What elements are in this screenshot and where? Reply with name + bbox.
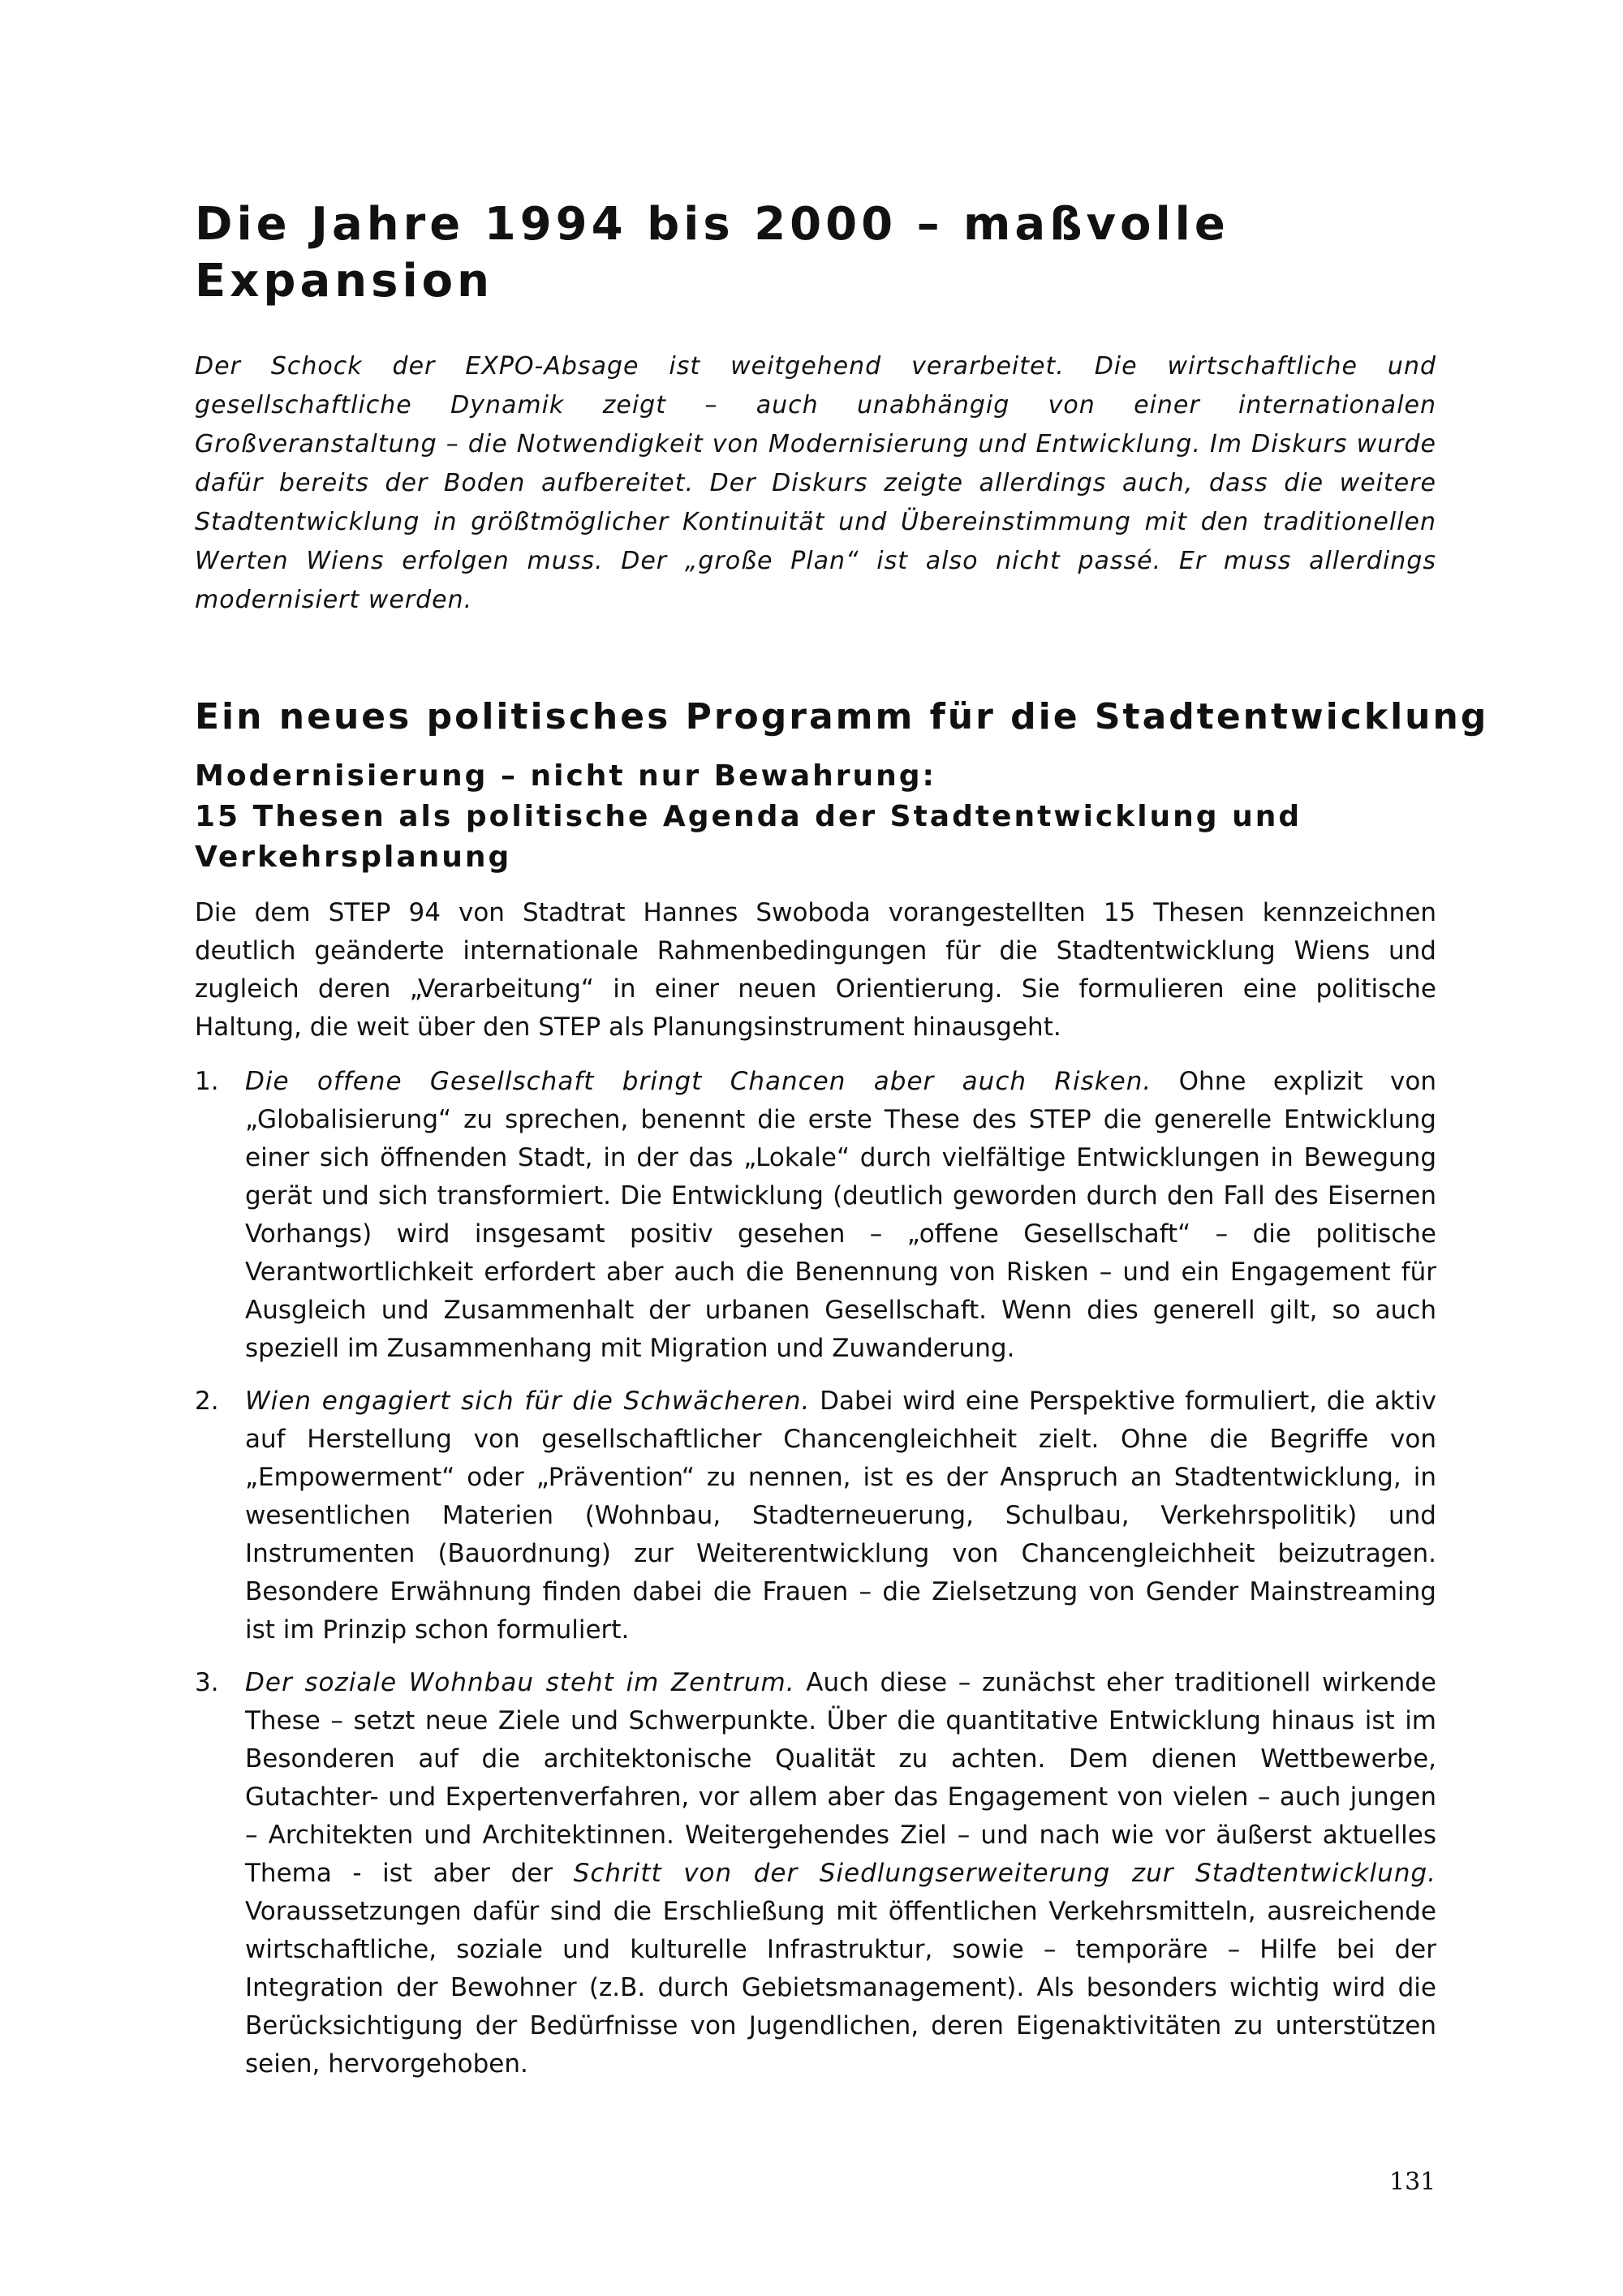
intro-paragraph: Der Schock der EXPO-Absage ist weitgehend verarbeitet. Die wirtschaftliche und gesellschaftliche Dynamik zeigt – auch unabhängig von einer internationalen Großveranstaltung – die Notwendigkeit von Modernisierung und Entwicklung. Im Diskurs wurde dafür bereits der Boden aufbereitet. Der Diskurs zeigte allerdings auch, dass die weitere Stadtentwicklung in größtmöglicher Kontinuität und Übereinstimmung mit den traditionellen Werten Wiens erfolgen muss. Der „große Plan“ ist also nicht passé. Er muss allerdings modernisiert werden.	[195, 352, 1436, 614]
thesis-number: 3.	[195, 1668, 219, 1697]
thesis-lead: Der soziale Wohnbau steht im Zentrum.	[245, 1668, 795, 1697]
chapter-title: Die Jahre 1994 bis 2000 – maßvolle Expansion	[195, 198, 1229, 307]
thesis-text-after: Voraussetzungen dafür sind die Erschließung mit öffentlichen Verkehrsmitteln, ausreichende wirtschaftliche, soziale und kulturelle Infrastruktur, sowie – temporäre – Hilfe bei der Integration der Bewohner (z.B. durch Gebietsmanagement). Als besonders wichtig wird die Berücksichtigung der Bedürfnisse von Jugendlichen, deren Eigenaktivitäten zu unterstützen seien, hervorgehoben.	[245, 1897, 1436, 2079]
page-number: 131	[1389, 2168, 1436, 2196]
theses-list	[195, 1063, 1436, 2098]
thesis-lead: Die offene Gesellschaft bringt Chancen aber auch Risken.	[245, 1067, 1152, 1096]
thesis-number: 2.	[195, 1387, 219, 1416]
thesis-text: Dabei wird eine Perspektive formuliert, die aktiv auf Herstellung von gesellschaftlicher Chancengleichheit zielt. Ohne die Begriffe von „Empowerment“ oder „Prävention“ zu nennen, ist es der Anspruch an Stadtentwicklung, in wesentlichen Materien (Wohnbau, Stadterneuerung, Schulbau, Verkehrspolitik) und Instrumenten (Bauordnung) zur Weiterentwicklung von Chancengleichheit beizutragen. Besondere Erwähnung finden dabei die Frauen – die Zielsetzung von Gender Mainstreaming ist im Prinzip schon formuliert.	[245, 1387, 1436, 1645]
subsection-title	[195, 756, 1436, 878]
thesis-emphasis: Schritt von der Siedlungserweiterung zur Stadtentwicklung.	[573, 1859, 1436, 1888]
thesis-item-2	[195, 1382, 1436, 1649]
thesis-text: Auch diese – zunächst eher traditionell wirkende These – setzt neue Ziele und Schwerpunkte. Über die quantitative Entwicklung hinaus ist im Besonderen auf die architektonische Qualität zu achten. Dem dienen Wettbewerbe, Gutachter- und Expertenverfahren, vor allem aber das Engagement von vielen – auch jungen – Architekten und Architektinnen. Weitergehendes Ziel – und nach wie vor äußerst aktuelles Thema - ist aber der	[245, 1668, 1436, 1888]
thesis-item-1	[195, 1063, 1436, 1368]
body-paragraph: Die dem STEP 94 von Stadtrat Hannes Swoboda vorangestellten 15 Thesen kennzeichnen deutlich geänderte internationale Rahmenbedingungen für die Stadtentwicklung Wiens und zugleich deren „Verarbeitung“ in einer neuen Orientierung. Sie formulieren eine politische Haltung, die weit über den STEP als Planungsinstrument hinausgeht.	[195, 898, 1436, 1042]
subsection-title-line2: 15 Thesen als politische Agenda der Stadtentwicklung und Verkehrsplanung	[195, 800, 1302, 874]
thesis-number: 1.	[195, 1067, 219, 1096]
thesis-lead: Wien engagiert sich für die Schwächeren.	[245, 1387, 811, 1416]
section-title: Ein neues politisches Programm für die Stadtentwicklung	[195, 696, 1489, 737]
subsection-title-line1: Modernisierung – nicht nur Bewahrung:	[195, 759, 936, 793]
thesis-item-3	[195, 1664, 1436, 2083]
thesis-text: Ohne explizit von „Globalisierung“ zu sprechen, benennt die erste These des STEP die generelle Entwicklung einer sich öffnenden Stadt, in der das „Lokale“ durch vielfältige Entwicklungen in Bewegung gerät und sich transformiert. Die Entwicklung (deutlich geworden durch den Fall des Eisernen Vorhangs) wird insgesamt positiv gesehen – „offene Gesellschaft“ – die politische Verantwortlichkeit erfordert aber auch die Benennung von Risken – und ein Engagement für Ausgleich und Zusammenhalt der urbanen Gesellschaft. Wenn dies generell gilt, so auch speziell im Zusammenhang mit Migration und Zuwanderung.	[245, 1067, 1436, 1363]
